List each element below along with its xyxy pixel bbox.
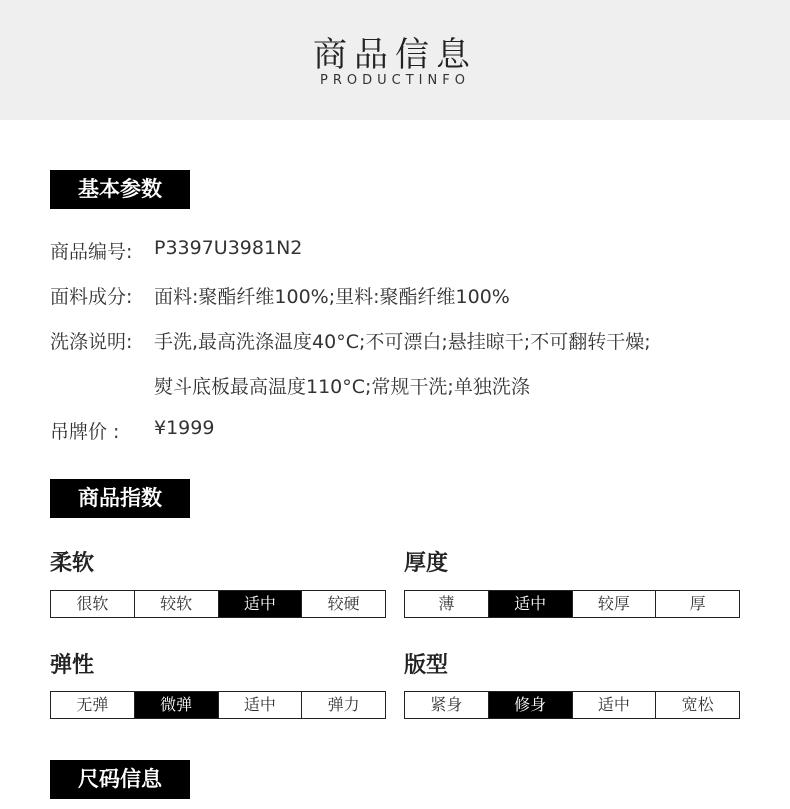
scale-fit: [404, 691, 740, 719]
param-row-material: [50, 282, 510, 309]
section-label-index: 商品指数: [50, 479, 190, 518]
index-title-elasticity: 弹性: [50, 653, 95, 678]
page-title: 商品信息: [313, 35, 477, 75]
scale-elasticity: [50, 691, 386, 719]
param-label-price: 吊牌价 :: [50, 421, 120, 443]
scale-softness: [50, 590, 386, 618]
param-value-code: P3397U3981N2: [154, 237, 303, 259]
param-label-code: 商品编号:: [50, 241, 133, 263]
param-row-price: [50, 417, 215, 444]
param-value-price: ¥1999: [154, 417, 215, 439]
scale-option: 修身: [488, 692, 572, 718]
param-row-wash: [50, 327, 651, 354]
section-label-basic: 基本参数: [50, 170, 190, 209]
scale-option: 无弹: [76, 695, 109, 714]
index-title-thickness: 厚度: [404, 551, 449, 576]
index-title-fit: 版型: [404, 653, 449, 678]
scale-option: 适中: [218, 591, 302, 617]
scale-option: 适中: [572, 692, 656, 718]
scale-option: 适中: [218, 692, 302, 718]
scale-option: 较软: [134, 591, 218, 617]
index-title-softness: 柔软: [50, 551, 95, 576]
param-value-wash-line1: 手洗,最高洗涤温度40°C;不可漂白;悬挂晾干;不可翻转干燥;: [154, 331, 651, 353]
scale-option: 宽松: [655, 692, 739, 718]
param-value-material: 面料:聚酯纤维100%;里料:聚酯纤维100%: [154, 286, 510, 308]
header-banner: [0, 0, 790, 120]
param-label-wash: 洗涤说明:: [50, 331, 133, 353]
scale-option: 弹力: [301, 692, 385, 718]
scale-thickness: [404, 590, 740, 618]
scale-option: 较硬: [301, 591, 385, 617]
scale-option: 适中: [488, 591, 572, 617]
param-label-material: 面料成分:: [50, 286, 133, 308]
scale-option: 很软: [76, 594, 109, 613]
page-subtitle: PRODUCTINFO: [320, 73, 470, 88]
scale-option: 薄: [438, 594, 455, 613]
scale-option: 微弹: [134, 692, 218, 718]
scale-option: 厚: [655, 591, 739, 617]
scale-option: 较厚: [572, 591, 656, 617]
scale-option: 紧身: [430, 695, 463, 714]
param-row-code: [50, 237, 303, 264]
param-value-wash-line2: 熨斗底板最高温度110°C;常规干洗;单独洗涤: [154, 376, 530, 398]
section-label-size: 尺码信息: [50, 760, 190, 799]
